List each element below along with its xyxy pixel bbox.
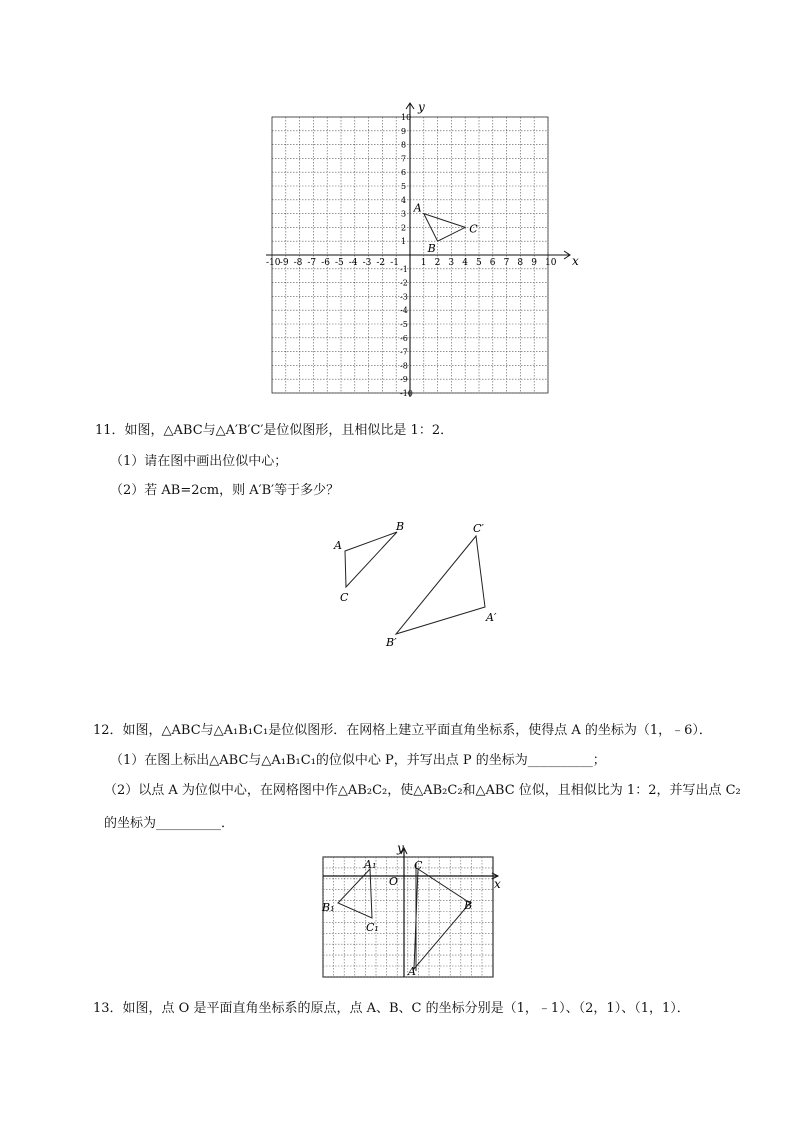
- x-tick-label: 3: [448, 258, 455, 268]
- x-tick-label: -6: [321, 258, 330, 268]
- y-tick-label: -5: [400, 320, 408, 329]
- x-tick-label: -2: [376, 258, 386, 268]
- q12-part1: （1）在图上标出△ABC与△A₁B₁C₁的位似中心 P，并写出点 P 的坐标为__________；: [110, 753, 606, 768]
- y-tick-label: -8: [400, 361, 408, 371]
- y-tick-label: -1: [400, 264, 408, 274]
- y-tick-label: -2: [400, 278, 408, 288]
- x-tick-label: -10: [266, 258, 281, 268]
- point-label-c: C: [469, 222, 478, 236]
- y-tick-label: 8: [401, 140, 407, 150]
- x-tick-label: 9: [531, 258, 537, 268]
- y-tick-label: 7: [401, 154, 407, 164]
- q11-part1: （1）请在图中画出位似中心；: [110, 454, 288, 469]
- triangle-abc: [413, 202, 478, 256]
- grid-lines: [323, 857, 493, 977]
- y-tick-label: -6: [400, 333, 408, 343]
- y-tick-label: 1: [401, 237, 407, 247]
- label-c: C: [414, 859, 423, 872]
- y-tick-label: -4: [400, 306, 408, 316]
- triangle-a2b2c2: [396, 536, 485, 634]
- coordinate-grid-figure: [262, 96, 582, 401]
- triangle-abc: [414, 869, 473, 969]
- q12-part2b: 的坐标为__________．: [104, 816, 235, 831]
- label-b: B: [396, 520, 405, 533]
- y-tick-label: 9: [401, 126, 407, 136]
- axes: [266, 103, 570, 397]
- x-tick-label: -1: [390, 258, 399, 268]
- y-tick-label: -7: [400, 347, 408, 357]
- q11-part2: （2）若 AB=2cm，则 A′B′等于多少？: [110, 483, 340, 498]
- x-tick-label: 5: [476, 258, 482, 268]
- x-tick-label: 4: [462, 258, 468, 268]
- x-tick-label: -7: [307, 258, 317, 268]
- label-a1: A₁: [364, 858, 377, 871]
- x-tick-label: -5: [335, 258, 344, 268]
- q12-figure: [318, 843, 508, 978]
- x-axis-label: x: [494, 877, 501, 891]
- label-a: A: [334, 539, 342, 552]
- point-label-b: B: [427, 242, 436, 256]
- y-axis-label: y: [397, 843, 404, 855]
- x-tick-label: -4: [348, 258, 358, 268]
- y-tick-label: -9: [400, 375, 408, 385]
- point-label-a: A: [413, 201, 422, 215]
- label-b: B: [464, 899, 473, 912]
- y-tick-label: -3: [400, 292, 408, 302]
- label-b1: B₁: [322, 901, 335, 914]
- q12-stem: 12．如图，△ABC与△A₁B₁C₁是位似图形．在网格上建立平面直角坐标系，使得点 A 的坐标为（1，﹣6）．: [93, 723, 712, 738]
- x-tick-label: 1: [420, 258, 427, 268]
- y-axis-label: y: [418, 100, 425, 114]
- x-tick-label: -3: [362, 258, 372, 268]
- label-c1: C₁: [366, 921, 379, 934]
- label-c-prime: C′: [473, 522, 484, 535]
- label-b-prime: B′: [386, 636, 397, 649]
- label-c: C: [340, 591, 349, 604]
- q11-stem: 11．如图，△ABC与△A′B′C′是位似图形，且相似比是 1：2．: [95, 423, 454, 438]
- x-tick-label: 6: [489, 258, 496, 268]
- y-tick-label: 5: [401, 182, 407, 191]
- y-tick-label: 4: [401, 195, 407, 205]
- x-tick-label: -8: [293, 258, 303, 268]
- label-a: A: [408, 965, 416, 978]
- y-tick-label: 10: [401, 113, 412, 122]
- label-a-prime: A′: [486, 611, 497, 624]
- label-o: O: [389, 875, 399, 888]
- y-tick-label: -10: [400, 389, 413, 398]
- x-tick-label: 10: [545, 258, 557, 268]
- y-tick-label: 3: [401, 209, 407, 219]
- x-tick-label: -9: [279, 258, 289, 268]
- x-axis-label: x: [572, 254, 579, 268]
- x-tick-label: 8: [517, 258, 524, 268]
- q11-figure: [330, 515, 510, 650]
- q12-part2a: （2）以点 A 为位似中心，在网格图中作△AB₂C₂，使△AB₂C₂和△ABC 位似，且相似比为 1：2，并写出点 C₂: [104, 783, 741, 798]
- q13-stem: 13．如图，点 O 是平面直角坐标系的原点，点 A、B、C 的坐标分别是（1，﹣1）、（2，1）、（1，1）．: [93, 1001, 690, 1016]
- x-tick-label: 7: [503, 258, 510, 268]
- y-tick-label: 6: [401, 168, 407, 178]
- y-tick-label: 2: [401, 223, 407, 233]
- triangle-abc: [345, 532, 397, 587]
- x-tick-label: 2: [434, 258, 441, 268]
